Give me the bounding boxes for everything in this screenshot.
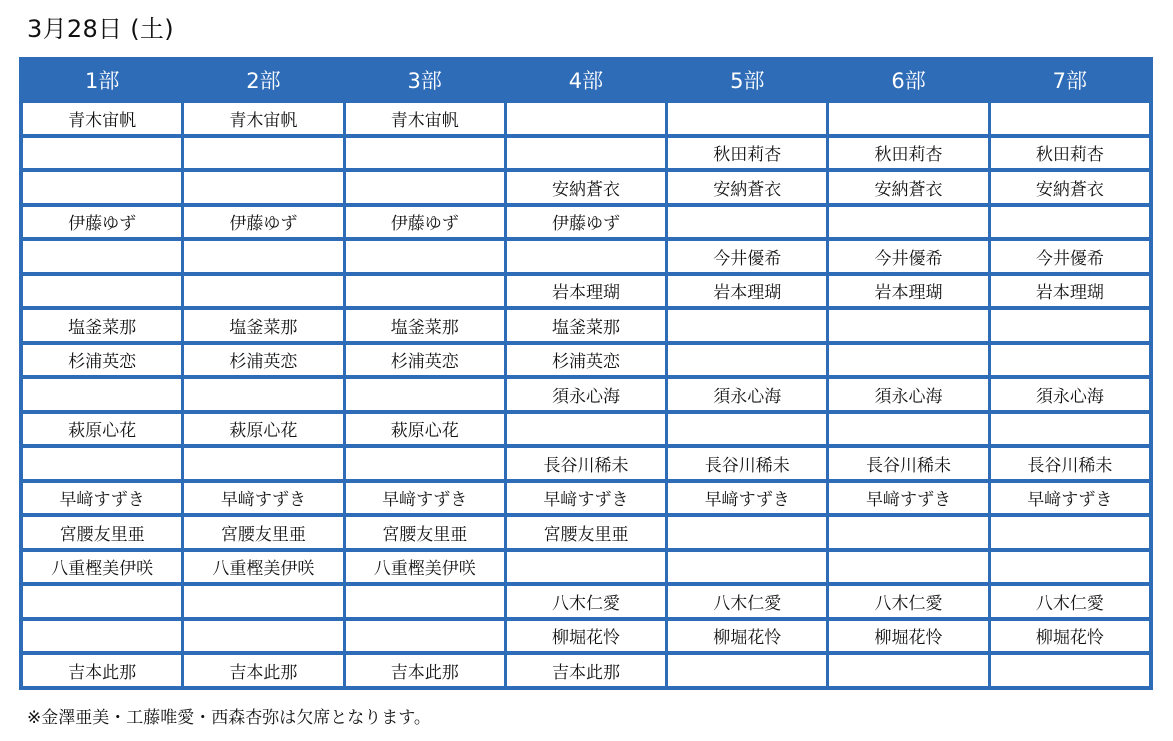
- table-cell: [507, 138, 665, 169]
- table-cell: 杉浦英恋: [507, 345, 665, 376]
- table-cell: [991, 655, 1149, 686]
- table-cell: [991, 414, 1149, 445]
- table-cell: 秋田莉杏: [829, 138, 987, 169]
- table-cell: [668, 310, 826, 341]
- table-cell: [829, 414, 987, 445]
- table-cell: 青木宙帆: [23, 103, 181, 134]
- column-header: 3部: [346, 61, 504, 99]
- table-cell: [184, 586, 342, 617]
- table-cell: [184, 241, 342, 272]
- table-row: [23, 379, 1149, 410]
- table-row: [23, 448, 1149, 479]
- table-cell: 塩釜菜那: [23, 310, 181, 341]
- table-cell: [346, 138, 504, 169]
- table-cell: 早﨑すずき: [184, 483, 342, 514]
- table-cell: 安納蒼衣: [668, 172, 826, 203]
- table-cell: 伊藤ゆず: [346, 207, 504, 238]
- table-row: [23, 103, 1149, 134]
- table-cell: [829, 345, 987, 376]
- table-cell: 八重樫美伊咲: [184, 552, 342, 583]
- table-cell: 八重樫美伊咲: [23, 552, 181, 583]
- column-header: 5部: [668, 61, 826, 99]
- table-row: [23, 621, 1149, 652]
- table-cell: 秋田莉杏: [991, 138, 1149, 169]
- table-cell: 萩原心花: [346, 414, 504, 445]
- table-row: [23, 517, 1149, 548]
- table-cell: 萩原心花: [23, 414, 181, 445]
- table-cell: 須永心海: [829, 379, 987, 410]
- table-cell: [668, 103, 826, 134]
- table-row: [23, 586, 1149, 617]
- table-cell: [507, 241, 665, 272]
- table-cell: [23, 379, 181, 410]
- table-cell: [346, 586, 504, 617]
- table-cell: [991, 517, 1149, 548]
- table-cell: 八木仁愛: [668, 586, 826, 617]
- table-cell: [991, 310, 1149, 341]
- table-row: [23, 207, 1149, 238]
- table-cell: 八木仁愛: [507, 586, 665, 617]
- table-cell: 柳堀花怜: [991, 621, 1149, 652]
- table-cell: [23, 586, 181, 617]
- table-cell: [184, 621, 342, 652]
- absence-note: ※金澤亜美・工藤唯愛・西森杏弥は欠席となります。: [27, 708, 431, 728]
- table-cell: 早﨑すずき: [668, 483, 826, 514]
- table-cell: 宮腰友里亜: [507, 517, 665, 548]
- table-cell: [991, 103, 1149, 134]
- table-cell: 八木仁愛: [829, 586, 987, 617]
- table-cell: 今井優希: [829, 241, 987, 272]
- table-cell: 杉浦英恋: [346, 345, 504, 376]
- table-cell: [668, 552, 826, 583]
- table-cell: [829, 207, 987, 238]
- table-row: [23, 345, 1149, 376]
- table-cell: [668, 207, 826, 238]
- column-header: 6部: [829, 61, 987, 99]
- table-cell: [184, 172, 342, 203]
- table-cell: [346, 241, 504, 272]
- table-cell: 今井優希: [668, 241, 826, 272]
- table-cell: 宮腰友里亜: [184, 517, 342, 548]
- table-row: [23, 241, 1149, 272]
- column-header: 7部: [991, 61, 1149, 99]
- table-cell: 青木宙帆: [346, 103, 504, 134]
- schedule-body: [23, 103, 1149, 686]
- table-cell: 吉本此那: [23, 655, 181, 686]
- table-cell: 萩原心花: [184, 414, 342, 445]
- table-cell: [346, 379, 504, 410]
- table-cell: 塩釜菜那: [184, 310, 342, 341]
- table-cell: 八重樫美伊咲: [346, 552, 504, 583]
- table-cell: [829, 655, 987, 686]
- table-cell: 安納蒼衣: [991, 172, 1149, 203]
- table-row: [23, 655, 1149, 686]
- table-cell: [829, 552, 987, 583]
- table-cell: [829, 103, 987, 134]
- table-cell: 秋田莉杏: [668, 138, 826, 169]
- table-row: [23, 414, 1149, 445]
- table-cell: [507, 552, 665, 583]
- table-cell: 塩釜菜那: [507, 310, 665, 341]
- table-cell: [23, 138, 181, 169]
- table-cell: 柳堀花怜: [507, 621, 665, 652]
- table-cell: 早﨑すずき: [346, 483, 504, 514]
- table-cell: [668, 345, 826, 376]
- table-cell: [184, 379, 342, 410]
- table-cell: [668, 414, 826, 445]
- table-cell: 今井優希: [991, 241, 1149, 272]
- column-header: 2部: [184, 61, 342, 99]
- table-cell: 岩本理瑚: [991, 276, 1149, 307]
- table-cell: 安納蒼衣: [507, 172, 665, 203]
- table-cell: 吉本此那: [346, 655, 504, 686]
- table-cell: 塩釜菜那: [346, 310, 504, 341]
- table-cell: [507, 103, 665, 134]
- table-cell: [991, 552, 1149, 583]
- table-row: [23, 310, 1149, 341]
- table-row: [23, 483, 1149, 514]
- table-cell: 宮腰友里亜: [346, 517, 504, 548]
- column-header: 4部: [507, 61, 665, 99]
- page-title: 3月28日 (土): [27, 15, 174, 43]
- table-cell: 岩本理瑚: [829, 276, 987, 307]
- table-cell: 杉浦英恋: [184, 345, 342, 376]
- table-cell: 杉浦英恋: [23, 345, 181, 376]
- table-row: [23, 276, 1149, 307]
- table-row: [23, 138, 1149, 169]
- table-cell: [184, 276, 342, 307]
- table-cell: [23, 448, 181, 479]
- table-cell: [507, 414, 665, 445]
- table-cell: 早﨑すずき: [829, 483, 987, 514]
- table-cell: [184, 448, 342, 479]
- table-cell: [829, 517, 987, 548]
- table-cell: 長谷川稀未: [991, 448, 1149, 479]
- table-cell: 安納蒼衣: [829, 172, 987, 203]
- table-cell: [668, 655, 826, 686]
- table-cell: 須永心海: [668, 379, 826, 410]
- table-cell: [991, 207, 1149, 238]
- table-cell: 青木宙帆: [184, 103, 342, 134]
- column-header: 1部: [23, 61, 181, 99]
- table-row: [23, 172, 1149, 203]
- table-cell: [346, 276, 504, 307]
- table-cell: [23, 276, 181, 307]
- table-cell: [23, 621, 181, 652]
- table-cell: 吉本此那: [184, 655, 342, 686]
- table-cell: [991, 345, 1149, 376]
- table-row: [23, 552, 1149, 583]
- schedule-table: [19, 57, 1153, 690]
- table-cell: 早﨑すずき: [23, 483, 181, 514]
- table-cell: 柳堀花怜: [668, 621, 826, 652]
- table-cell: 早﨑すずき: [507, 483, 665, 514]
- table-cell: 須永心海: [507, 379, 665, 410]
- table-cell: 岩本理瑚: [668, 276, 826, 307]
- table-cell: 早﨑すずき: [991, 483, 1149, 514]
- table-cell: [184, 138, 342, 169]
- table-cell: 長谷川稀未: [829, 448, 987, 479]
- table-cell: 柳堀花怜: [829, 621, 987, 652]
- table-cell: 長谷川稀未: [507, 448, 665, 479]
- table-cell: [346, 172, 504, 203]
- table-cell: [23, 172, 181, 203]
- table-cell: [668, 517, 826, 548]
- header-row: [23, 61, 1149, 99]
- table-cell: [23, 241, 181, 272]
- table-cell: [346, 448, 504, 479]
- table-cell: 長谷川稀未: [668, 448, 826, 479]
- table-cell: 伊藤ゆず: [184, 207, 342, 238]
- table-cell: 吉本此那: [507, 655, 665, 686]
- table-cell: 伊藤ゆず: [507, 207, 665, 238]
- table-cell: 八木仁愛: [991, 586, 1149, 617]
- table-cell: 宮腰友里亜: [23, 517, 181, 548]
- table-cell: 岩本理瑚: [507, 276, 665, 307]
- table-cell: [346, 621, 504, 652]
- table-cell: 須永心海: [991, 379, 1149, 410]
- table-cell: [829, 310, 987, 341]
- table-cell: 伊藤ゆず: [23, 207, 181, 238]
